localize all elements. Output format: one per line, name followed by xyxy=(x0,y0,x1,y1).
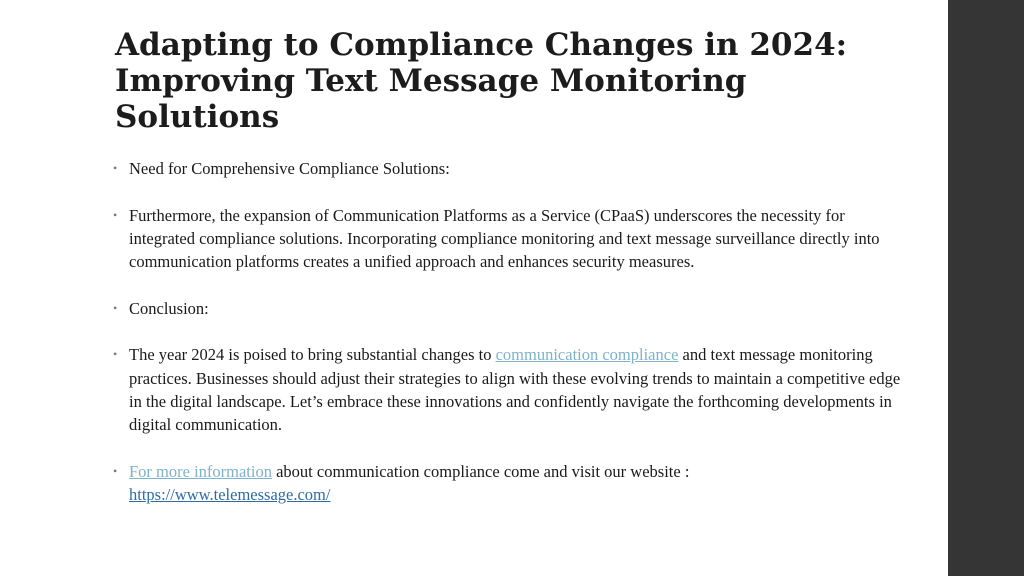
bullet-text: Need for Comprehensive Compliance Solutions: xyxy=(129,159,450,178)
bullet-dot-icon: • xyxy=(113,161,118,175)
communication-compliance-link[interactable]: communication compliance xyxy=(495,345,679,365)
bullet-dot-icon: • xyxy=(113,347,118,362)
bullet-text-after: and text message monitoring practices. Businesses should adjust their strategies to align with these evolving trends to maintain a competitive edge in the digital landscape. Let’s embrace these innovations and confidently navigate the forthcoming developments in digital communication. xyxy=(129,345,901,435)
bullet-text: Furthermore, the expansion of Communication Platforms as a Service (CPaaS) underscores the necessity for integrated compliance solutions. Incorporating compliance monitoring and text message surveillance directly into communication platforms creates a unified approach and enhances security measures. xyxy=(129,205,880,272)
bullet-text: Conclusion: xyxy=(129,298,209,318)
bullet-list xyxy=(113,157,913,530)
bullet-dot-icon: • xyxy=(113,463,118,478)
bullet-item xyxy=(113,157,913,180)
slide-title: Adapting to Compliance Changes in 2024: Improving Text Message Monitoring Solutions xyxy=(115,27,848,135)
website-url-link[interactable]: https://www.telemessage.com/ xyxy=(129,485,331,505)
bullet-item xyxy=(113,297,913,320)
more-information-link[interactable]: For more information xyxy=(129,461,272,481)
bullet-text-after: about communication compliance come and visit our website : xyxy=(271,461,690,481)
right-sidebar-bar xyxy=(948,0,1024,576)
bullet-item xyxy=(113,204,913,274)
bullet-dot-icon: • xyxy=(113,300,118,315)
bullet-text-before: The year 2024 is poised to bring substantial changes to xyxy=(129,345,496,365)
bullet-item xyxy=(113,460,913,507)
bullet-dot-icon: • xyxy=(113,207,118,222)
bullet-item xyxy=(113,343,913,436)
